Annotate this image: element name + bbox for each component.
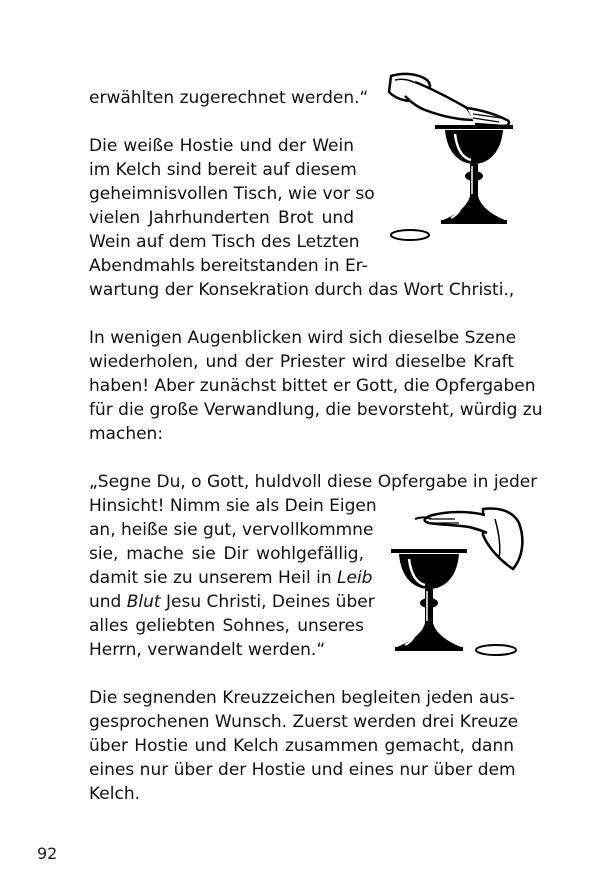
hand-blessing-chalice-icon xyxy=(385,505,530,665)
italic-word-leib: Leib xyxy=(337,568,373,588)
paragraph-4-line-2: Hinsicht! Nimm sie als Dein Eigen xyxy=(89,496,377,516)
page-number: 92 xyxy=(37,844,58,863)
paragraph-3-line-2: wiederholen, und der Priester wird dieselbe Kraft xyxy=(89,352,514,372)
paragraph-2-line-7: wartung der Konsekration durch das Wort Christi., xyxy=(89,280,515,300)
paragraph-4-line-8: Herrn, verwandelt werden.“ xyxy=(89,640,326,660)
paragraph-4-line-5 xyxy=(89,568,373,588)
paragraph-2-line-6: Abendmahls bereitstanden in Er- xyxy=(89,256,368,276)
paragraph-4-line-5-text: damit sie zu unserem Heil in xyxy=(89,568,332,588)
paragraph-3-line-4: für die große Verwandlung, die bevorsteht, würdig zu xyxy=(89,400,543,420)
paragraph-5-line-3: über Hostie und Kelch zusammen gemacht, dann xyxy=(89,736,514,756)
paragraph-3-line-1: In wenigen Augenblicken wird sich dieselbe Szene xyxy=(89,328,517,348)
paragraph-5-line-2: gesprochenen Wunsch. Zuerst werden drei Kreuze xyxy=(89,712,519,732)
paragraph-5-line-4: eines nur über der Hostie und eines nur über dem xyxy=(89,760,516,780)
paragraph-2-line-2: im Kelch sind bereit auf diesem xyxy=(89,160,357,180)
paragraph-2-line-5: Wein auf dem Tisch des Letzten xyxy=(89,232,360,252)
paragraph-3-line-5: machen: xyxy=(89,424,164,444)
paragraph-2-line-4: vielen Jahrhunderten Brot und xyxy=(89,208,354,228)
paragraph-4-line-1: „Segne Du, o Gott, huldvoll diese Opfergabe in jeder xyxy=(89,472,538,492)
paragraph-4-line-4: sie, mache sie Dir wohlgefällig, xyxy=(89,544,364,564)
paragraph-1-line-1: erwählten zugerechnet werden.“ xyxy=(89,88,369,108)
paragraph-3-line-3: haben! Aber zunächst bittet er Gott, die Opfergaben xyxy=(89,376,536,396)
paragraph-4-line-6-und: und xyxy=(89,592,122,612)
paragraph-4-line-6 xyxy=(89,592,375,612)
paragraph-5-line-5: Kelch. xyxy=(89,784,141,804)
paragraph-5-line-1: Die segnenden Kreuzzeichen begleiten jeden aus- xyxy=(89,688,516,708)
paragraph-4-line-7: alles geliebten Sohnes, unseres xyxy=(89,616,364,636)
paragraph-4-line-6-text: Jesu Christi, Deines über xyxy=(165,592,375,612)
hand-over-chalice-with-host-icon xyxy=(375,70,525,245)
italic-word-blut: Blut xyxy=(126,592,161,612)
paragraph-2-line-3: geheimnisvollen Tisch, wie vor so xyxy=(89,184,375,204)
paragraph-2-line-1: Die weiße Hostie und der Wein xyxy=(89,136,354,156)
paragraph-4-line-3: an, heiße sie gut, vervollkommne xyxy=(89,520,374,540)
